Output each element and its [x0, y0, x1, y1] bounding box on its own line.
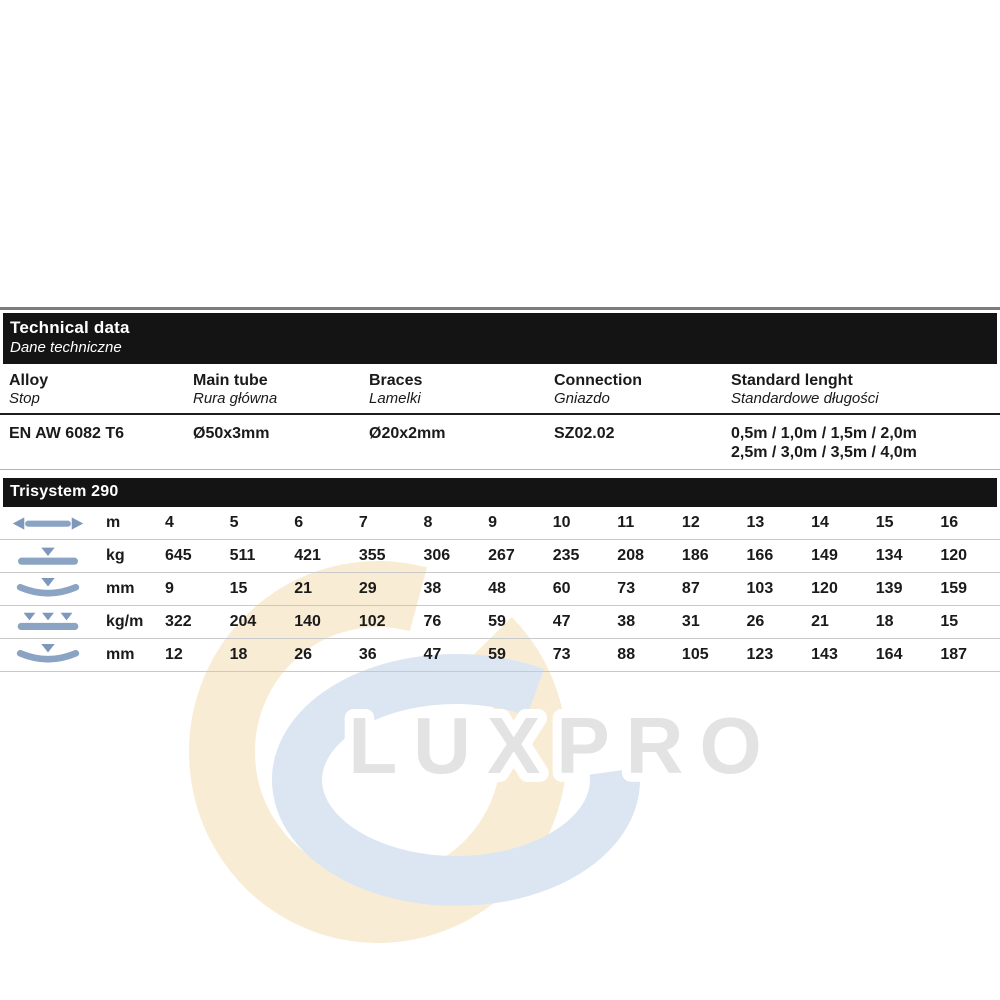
section-title: Technical data [10, 318, 130, 337]
table-cell: 186 [681, 547, 709, 564]
table-cell: 105 [681, 646, 709, 663]
spec-label: Standard lenght [731, 372, 853, 389]
table-cell: 12 [681, 514, 700, 531]
row-unit-label: kg/m [106, 613, 144, 630]
table-cell: 47 [552, 613, 571, 630]
table-cell: 306 [423, 547, 451, 564]
table-cell: 60 [552, 580, 571, 597]
table-cell: 21 [294, 580, 313, 597]
table-cell: 322 [165, 613, 192, 630]
table-cell: 47 [423, 646, 442, 663]
table-cell: 15 [229, 580, 248, 597]
table-cell: 4 [165, 514, 174, 531]
table-cell: 6 [294, 514, 304, 531]
spec-col-standard-length [731, 371, 1000, 408]
table-cell: 18 [875, 613, 894, 630]
table-cell: 159 [940, 580, 968, 597]
connection-value: SZ02.02 [554, 425, 615, 442]
row-unit-label: m [106, 514, 121, 531]
standard-length-line-1: 0,5m / 1,0m / 1,5m / 2,0m [731, 425, 917, 442]
table-cell: 139 [875, 580, 903, 597]
table-cell: 208 [617, 547, 644, 564]
technical-data-sheet [0, 307, 1000, 672]
table-cell: 12 [165, 646, 183, 663]
table-cell: 38 [423, 580, 442, 597]
product-header-bar [3, 478, 997, 507]
span-length-icon [0, 515, 96, 532]
table-cell: 134 [875, 547, 903, 564]
standard-length-value [731, 424, 1000, 462]
row-unit-label: mm [106, 646, 135, 663]
table-cell: 267 [488, 547, 515, 564]
table-cell: 9 [165, 580, 174, 597]
table-cell: 14 [811, 514, 829, 531]
watermark-text: LUXPRO [348, 701, 778, 790]
table-cell: 187 [940, 646, 968, 663]
table-cell: 645 [165, 547, 192, 564]
table-cell: 204 [229, 613, 257, 630]
technical-data-header-bar [3, 313, 997, 364]
table-cell: 38 [617, 613, 636, 630]
row-unit-label: mm [106, 580, 135, 597]
spec-label-pl: Rura główna [193, 390, 278, 407]
table-row [0, 507, 1000, 540]
table-cell: 73 [617, 580, 636, 597]
spec-label-pl: Lamelki [369, 390, 421, 407]
table-cell: 26 [746, 613, 765, 630]
spec-header-row [0, 364, 1000, 415]
table-cell: 10 [552, 514, 571, 531]
top-rule [0, 307, 1000, 310]
table-cell: 15 [940, 613, 959, 630]
table-cell: 26 [294, 646, 313, 663]
spec-label: Braces [369, 372, 423, 389]
table-row [0, 606, 1000, 639]
table-cell: 76 [423, 613, 442, 630]
table-cell: 18 [229, 646, 248, 663]
table-row [0, 639, 1000, 672]
table-cell: 7 [358, 514, 368, 531]
table-row [0, 540, 1000, 573]
alloy-value: EN AW 6082 T6 [9, 425, 125, 442]
table-cell: 29 [358, 580, 377, 597]
table-cell: 120 [811, 580, 838, 597]
point-load-icon [0, 546, 96, 566]
deflection-icon [0, 578, 96, 600]
standard-length-line-2: 2,5m / 3,0m / 3,5m / 4,0m [731, 444, 917, 461]
table-cell: 511 [229, 547, 256, 564]
table-cell: 21 [811, 613, 829, 630]
spec-col-alloy [9, 371, 193, 408]
table-cell: 120 [940, 547, 968, 564]
distributed-load-icon [0, 611, 96, 633]
spec-label: Connection [554, 372, 642, 389]
table-cell: 87 [681, 580, 700, 597]
watermark-inner-ring [297, 679, 615, 881]
table-cell: 123 [746, 646, 774, 663]
table-cell: 31 [681, 613, 700, 630]
table-cell: 48 [488, 580, 506, 597]
table-cell: 13 [746, 514, 765, 531]
table-cell: 140 [294, 613, 321, 630]
braces-value: Ø20x2mm [369, 425, 446, 442]
table-cell: 36 [358, 646, 377, 663]
table-cell: 149 [811, 547, 838, 564]
table-cell: 103 [746, 580, 774, 597]
table-cell: 5 [229, 514, 239, 531]
table-cell: 164 [875, 646, 903, 663]
deflection-icon [0, 644, 96, 666]
table-cell: 143 [811, 646, 838, 663]
spec-label: Main tube [193, 372, 268, 389]
main-tube-value: Ø50x3mm [193, 425, 270, 442]
spec-col-braces [369, 371, 554, 408]
spec-col-connection [554, 371, 731, 408]
table-cell: 235 [552, 547, 580, 564]
section-subtitle: Dane techniczne [10, 339, 122, 356]
table-cell: 166 [746, 547, 774, 564]
table-cell: 73 [552, 646, 571, 663]
product-title: Trisystem 290 [10, 483, 119, 500]
table-cell: 11 [617, 514, 635, 531]
table-cell: 8 [423, 514, 433, 531]
table-cell: 88 [617, 646, 636, 663]
table-cell: 102 [358, 613, 386, 630]
load-table [0, 507, 1000, 672]
row-unit-label: kg [106, 547, 125, 564]
spec-col-main-tube [193, 371, 369, 408]
spec-label-pl: Standardowe długości [731, 390, 879, 407]
table-row [0, 573, 1000, 606]
spec-values-row [0, 415, 1000, 470]
table-cell: 15 [875, 514, 894, 531]
table-cell: 59 [488, 646, 506, 663]
spec-label-pl: Gniazdo [554, 390, 610, 407]
table-cell: 9 [488, 514, 497, 531]
table-cell: 16 [940, 514, 959, 531]
spec-label-pl: Stop [9, 390, 40, 407]
table-cell: 59 [488, 613, 506, 630]
spec-label: Alloy [9, 372, 49, 389]
table-cell: 421 [294, 547, 321, 564]
table-cell: 355 [358, 547, 386, 564]
